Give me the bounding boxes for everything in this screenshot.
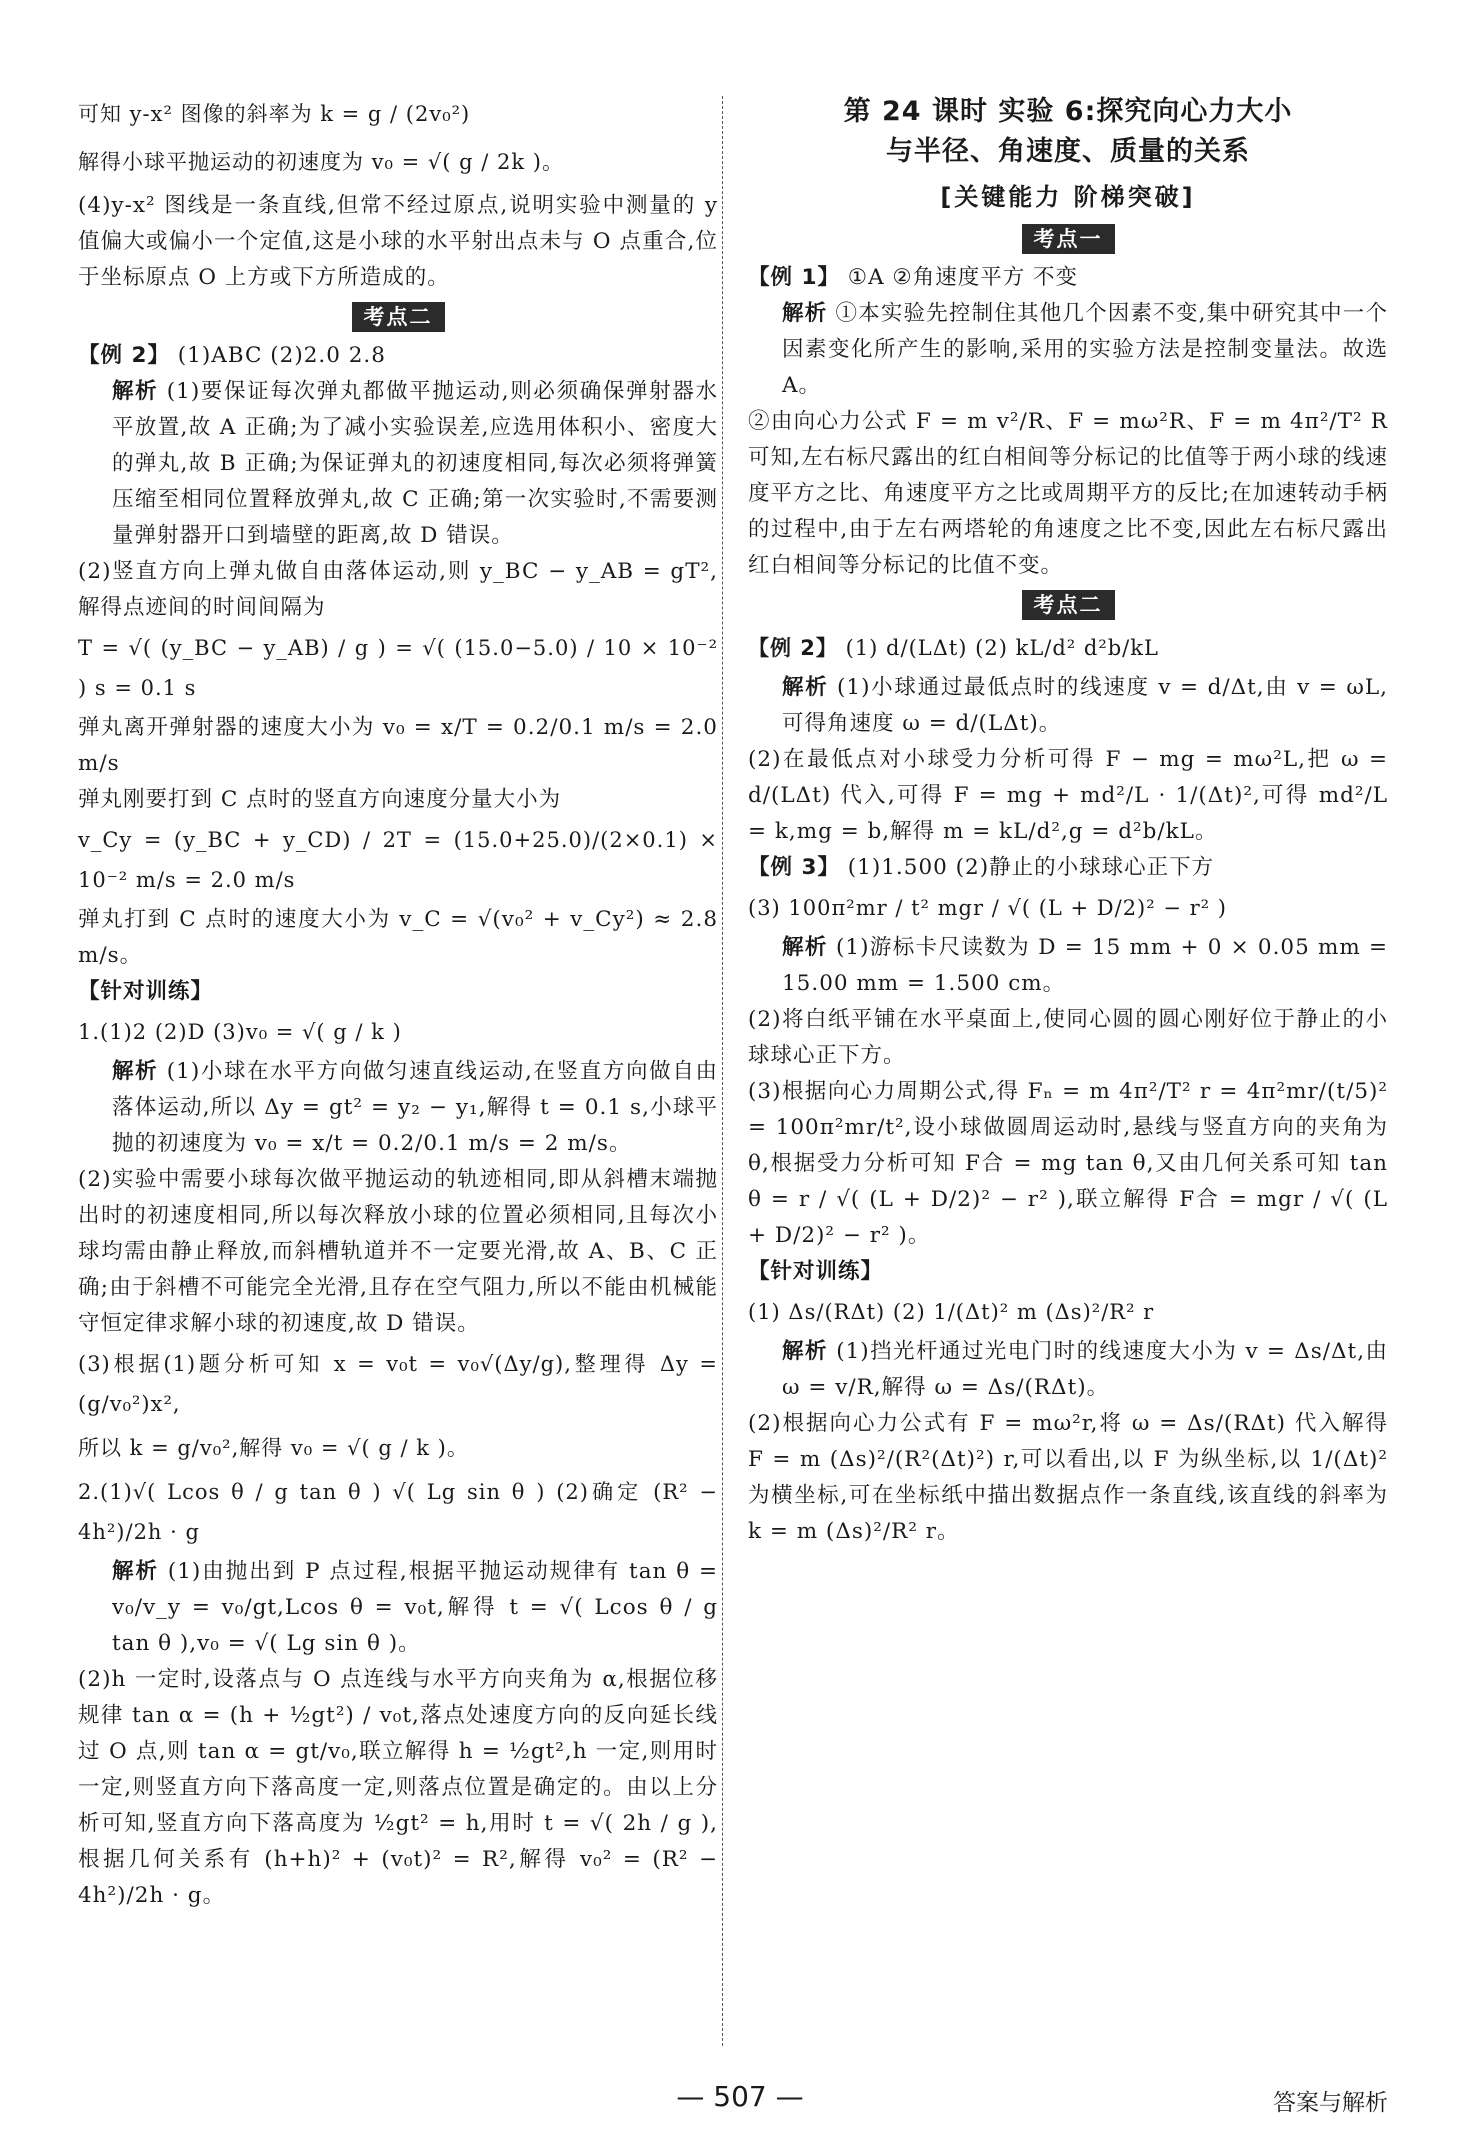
analysis-tag: 解析 (112, 1059, 159, 1084)
example-2-analysis-4: 弹丸刚要打到 C 点时的竖直方向速度分量大小为 (78, 787, 562, 812)
analysis-tag: 解析 (782, 1339, 828, 1364)
training-1-analysis-3: (3)根据(1)题分析可知 x = v₀t = v₀√(Δy/g),整理得 Δy = (g/v₀²)x², (78, 1352, 718, 1416)
training-2-analysis-2: (2)h 一定时,设落点与 O 点连线与水平方向夹角为 α,根据位移规律 tan α = (h + ½gt²) / v₀t,落点处速度方向的反向延长线过 O 点,则 tan α = gt/v₀,联立解得 h = ½gt²,h 一定,则用时一定,则竖直方向下落高度一定,则落点位置是确定的。由以上分析可知,竖直方向下落高度为 ½gt² = h,用时 t = √( 2h / g ),根据几何关系有 (h+h)² + (v₀t)² = R²,解得 v₀² = (R² − 4h²)/2h · g。 (78, 1667, 718, 1908)
kaodian-2-badge: 考点二 (78, 302, 718, 332)
example-2-analysis-2: (2)在最低点对小球受力分析可得 F − mg = mω²L,把 ω = d/(LΔt) 代入,可得 F = mg + md²/L · 1/(Δt)²,可得 md²/L = k,mg = b,解得 m = kL/d²,g = d²b/kL。 (748, 747, 1388, 844)
kaodian-2-badge: 考点二 (748, 590, 1388, 620)
example-2-analysis-3: 弹丸离开弹射器的速度大小为 v₀ = x/T = 0.2/0.1 m/s = 2.0 m/s (78, 715, 718, 776)
training-analysis-1: 解析 (1)挡光杆通过光电门时的线速度大小为 v = Δs/Δt,由 ω = v/R,解得 ω = Δs/(RΔt)。 (782, 1339, 1388, 1400)
example-3-answer (748, 850, 1388, 886)
example-2-analysis-5: 弹丸打到 C 点时的速度大小为 v_C = √(v₀² + v_Cy²) ≈ 2.8 m/s。 (78, 907, 718, 968)
example-3-analysis-3: (3)根据向心力周期公式,得 Fₙ = m 4π²/T² r = 4π²mr/(t/5)² = 100π²mr/t²,设小球做圆周运动时,悬线与竖直方向的夹角为 θ,根据受力分析可知 F合 = mg tan θ,又由几何关系可知 tan θ = r / √( (L + D/2)² − r² ),联立解得 F合 = mgr / √( (L + D/2)² − r² )。 (748, 1079, 1388, 1248)
example-tag: 【例 2】 (78, 343, 170, 368)
analysis-tag: 解析 (782, 675, 829, 700)
example-2-analysis-2: (2)竖直方向上弹丸做自由落体运动,则 y_BC − y_AB = gT²,解得点迹间的时间间隔为 (78, 559, 718, 620)
time-interval-formula: T = √( (y_BC − y_AB) / g ) = √( (15.0−5.0) / 10 × 10⁻² ) s = 0.1 s (78, 636, 718, 700)
training-2-analysis-1: 解析 (1)由抛出到 P 点过程,根据平抛运动规律有 tan θ = v₀/v_y = v₀/gt,Lcos θ = v₀t,解得 t = √( Lcos θ / g tan θ ),v₀ = √( Lg sin θ )。 (112, 1559, 718, 1656)
section-subtitle: [关键能力 阶梯突破] (940, 183, 1196, 211)
training-1-analysis-1: 解析 (1)小球在水平方向做匀速直线运动,在竖直方向做自由落体运动,所以 Δy = gt² = y₂ − y₁,解得 t = 0.1 s,小球平抛的初速度为 v₀ = x/t = 0.2/0.1 m/s = 2 m/s。 (112, 1059, 718, 1156)
answer-text: (1)1.500 (2)静止的小球球心正下方 (847, 855, 1215, 880)
training-heading: 【针对训练】 (748, 1259, 884, 1284)
analysis-tag: 解析 (112, 1559, 159, 1584)
training-2-answer: 2.(1)√( Lcos θ / g tan θ ) √( Lg sin θ ) (2)确定 (R² − 4h²)/2h · g (78, 1480, 718, 1544)
left-column (78, 92, 718, 1914)
answer-text: (1) d/(LΔt) (2) kL/d² d²b/kL (845, 636, 1159, 660)
training-analysis-2: (2)根据向心力公式有 F = mω²r,将 ω = Δs/(RΔt) 代入解得 F = m (Δs)²/(R²(Δt)²) r,可以看出,以 F 为纵坐标,以 1/(Δt)² 为横坐标,可在坐标纸中描出数据点作一条直线,该直线的斜率为 k = m (Δs)²/R² r。 (748, 1411, 1388, 1544)
example-1-analysis-2: ②由向心力公式 F = m v²/R、F = mω²R、F = m 4π²/T² R 可知,左右标尺露出的红白相间等分标记的比值等于两小球的线速度平方之比、角速度平方之比或周期平方的反比;在加速转动手柄的过程中,由于左右两塔轮的角速度之比不变,因此左右标尺露出红白相间等分标记的比值不变。 (748, 409, 1388, 578)
analysis-tag: 解析 (782, 935, 828, 960)
example-3-analysis-1: 解析 (1)游标卡尺读数为 D = 15 mm + 0 × 0.05 mm = 15.00 mm = 1.500 cm。 (782, 935, 1388, 996)
analysis-tag: 解析 (782, 301, 828, 326)
example-tag: 【例 3】 (748, 855, 840, 880)
column-divider (722, 96, 723, 2046)
example-2-analysis-1: 解析 (1)小球通过最低点时的线速度 v = d/Δt,由 v = ωL,可得角速度 ω = d/(LΔt)。 (782, 675, 1388, 736)
example-3-answer-3: (3) 100π²mr / t² mgr / √( (L + D/2)² − r² ) (748, 896, 1227, 920)
training-heading: 【针对训练】 (78, 979, 214, 1004)
lesson-title: 第 24 课时 实验 6:探究向心力大小 (843, 96, 1293, 127)
training-1-analysis-2: (2)实验中需要小球每次做平抛运动的轨迹相同,即从斜槽末端抛出时的初速度相同,所以每次释放小球的位置必须相同,且每次小球均需由静止释放,而斜槽轨道并不一定要光滑,故 A、B、C 正确;由于斜槽不可能完全光滑,且存在空气阻力,所以不能由机械能守恒定律求解小球的初速度,故 D 错误。 (78, 1167, 718, 1336)
training-1-answer: 1.(1)2 (2)D (3)v₀ = √( g / k ) (78, 1020, 402, 1044)
part4-text: (4)y-x² 图线是一条直线,但常不经过原点,说明实验中测量的 y 值偏大或偏小一个定值,这是小球的水平射出点未与 O 点重合,位于坐标原点 O 上方或下方所造成的。 (78, 193, 718, 290)
example-1-answer (748, 260, 1388, 296)
kaodian-1-badge: 考点一 (748, 224, 1388, 254)
example-2-analysis-1: 解析 (1)要保证每次弹丸都做平抛运动,则必须确保弹射器水平放置,故 A 正确;为了减小实验误差,应选用体积小、密度大的弹丸,故 B 正确;为保证弹丸的初速度相同,每次必须将弹簧压缩至相同位置释放弹丸,故 C 正确;第一次实验时,不需要测量弹射器开口到墙壁的距离,故 D 错误。 (112, 379, 718, 548)
example-2-answer (78, 338, 718, 374)
training-answer: (1) Δs/(RΔt) (2) 1/(Δt)² m (Δs)²/R² r (748, 1300, 1155, 1324)
example-3-analysis-2: (2)将白纸平铺在水平桌面上,使同心圆的圆心刚好位于静止的小球球心正下方。 (748, 1007, 1388, 1068)
example-tag: 【例 1】 (748, 265, 840, 290)
example-1-analysis-1: 解析 ①本实验先控制住其他几个因素不变,集中研究其中一个因素变化所产生的影响,采用的实验方法是控制变量法。故选 A。 (782, 301, 1388, 398)
lesson-title-line2: 与半径、角速度、质量的关系 (886, 136, 1250, 167)
footer-label: 答案与解析 (1273, 2090, 1388, 2116)
training-1-analysis-4: 所以 k = g/v₀²,解得 v₀ = √( g / k )。 (78, 1436, 469, 1460)
right-column (748, 92, 1388, 1550)
example-tag: 【例 2】 (748, 636, 838, 660)
answer-text: ①A ②角速度平方 不变 (847, 265, 1079, 290)
answer-text: (1)ABC (2)2.0 2.8 (177, 343, 386, 368)
slope-formula: 可知 y-x² 图像的斜率为 k = g / (2v₀²) (78, 102, 471, 126)
vertical-velocity-formula: v_Cy = (y_BC + y_CD) / 2T = (15.0+25.0)/(2×0.1) × 10⁻² m/s = 2.0 m/s (78, 828, 718, 892)
page-number: — 507 — (676, 2080, 804, 2113)
example-2-answer (748, 626, 1388, 670)
initial-velocity-formula: 解得小球平抛运动的初速度为 v₀ = √( g / 2k )。 (78, 150, 564, 174)
analysis-tag: 解析 (112, 379, 159, 404)
